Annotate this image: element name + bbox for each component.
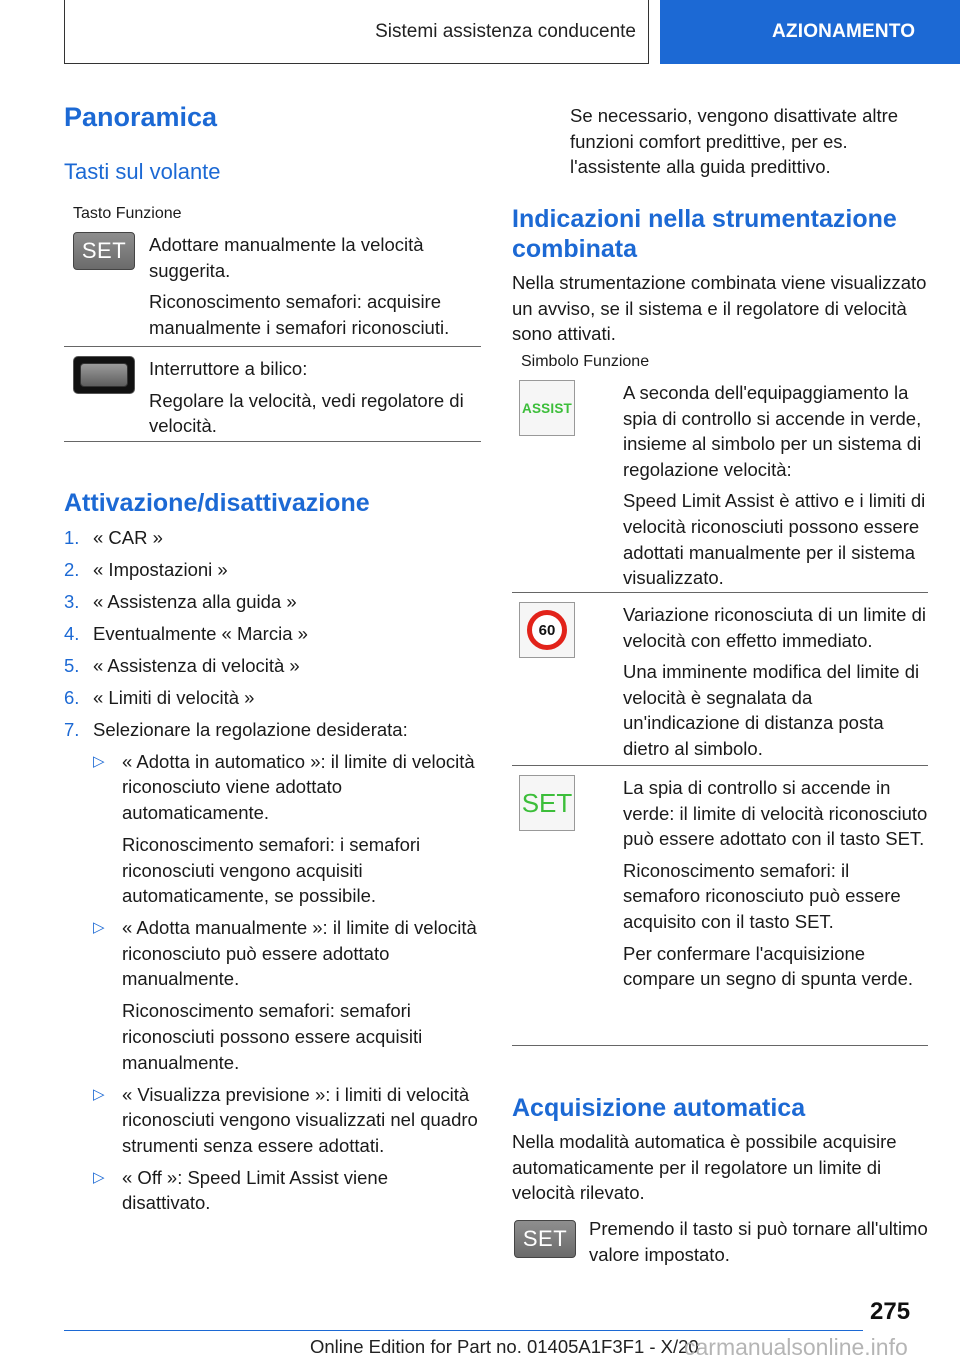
table-row: ASSIST A seconda dell'equipaggiamento la spia di controllo si accende in verde, insieme al simbolo per un sistema di regolazione velocità: Speed Limit Assist è attivo e i limiti di velocità riconosciuti possono essere adottati manualmente per il sistema visualizzato. bbox=[512, 371, 928, 593]
list-item: 2. « Impostazioni » bbox=[64, 558, 228, 580]
footer-edition: Online Edition for Part no. 01405A1F3F1 - X/20 bbox=[310, 1336, 699, 1357]
assist-icon: ASSIST bbox=[522, 400, 572, 416]
col-header-function: Funzione bbox=[115, 205, 182, 222]
row-text: Regolare la velocità, vedi regolatore di velocità. bbox=[149, 389, 464, 437]
table-row bbox=[64, 347, 481, 442]
col-header-function: Funzione bbox=[583, 353, 650, 370]
auto-text: Nella modalità automatica è possibile acquisire automaticamente per il regolatore un limite di velocità rilevato. bbox=[512, 1131, 897, 1204]
keys-table-header bbox=[64, 205, 481, 223]
col-header-key: Tasto bbox=[73, 205, 112, 222]
indicators-title: Indicazioni nella strumentazione combinata bbox=[512, 205, 897, 263]
set-key-icon: SET bbox=[514, 1220, 576, 1258]
auto-title: Acquisizione automatica bbox=[512, 1094, 806, 1122]
table-row: 60 Variazione riconosciuta di un limite di velocità con effetto immediato. Una imminente modifica del limite di velocità è segnalata da un'indicazione di distanza posta dietro al simbolo. bbox=[512, 593, 928, 766]
list-item: ▷ « Adotta manualmente »: il limite di velocità riconosciuto può essere adottato manualmente. Riconoscimento semafori: semafori riconosciuti possono essere acquisiti manualmente. bbox=[93, 915, 481, 1075]
row-text: Adottare manualmente la velocità suggerita. bbox=[149, 234, 424, 281]
triangle-bullet-icon: ▷ bbox=[93, 919, 105, 937]
running-header-section: Sistemi assistenza conducente bbox=[64, 0, 649, 64]
steps-list bbox=[64, 525, 481, 1222]
set-green-icon: SET bbox=[521, 787, 573, 818]
speed-limit-sign-icon: 60 bbox=[527, 610, 567, 650]
list-item: 1. « CAR » bbox=[64, 527, 163, 548]
list-item: 6. « Limiti di velocità » bbox=[64, 686, 255, 708]
list-item: ▷ « Adotta in automatico »: il limite di velocità riconosciuto viene adottato automaticamente. Riconoscimento semafori: i semafori riconosciuti vengono acquisiti automaticamente, se possibile. bbox=[93, 749, 481, 909]
row-text: Riconoscimento semafori: acquisire manualmente i semafori riconosciuti. bbox=[149, 291, 450, 338]
symbols-table bbox=[512, 353, 928, 1046]
footer-rule bbox=[64, 1330, 863, 1331]
list-item: 5. « Assistenza di velocità » bbox=[64, 654, 300, 676]
watermark: carmanualsonline.info bbox=[684, 1334, 908, 1360]
symbols-table-header bbox=[512, 353, 928, 371]
table-row: SET La spia di controllo si accende in verde: il limite di velocità riconosciuto può essere adottato con il tasto SET. Riconoscimento semafori: il semaforo riconosciuto può essere acquisito con il tasto SET. Per confermare l'acquisizione compare un segno di spunta verde. bbox=[512, 766, 928, 1046]
row-text: Interruttore a bilico: bbox=[149, 358, 308, 379]
triangle-bullet-icon: ▷ bbox=[93, 752, 105, 770]
page-title: Panoramica bbox=[64, 102, 218, 132]
keys-table bbox=[64, 205, 481, 442]
section-subtitle: Tasti sul volante bbox=[64, 159, 221, 184]
col-header-symbol: Simbolo bbox=[521, 353, 579, 370]
list-item: ▷ « Off »: Speed Limit Assist viene disattivato. bbox=[93, 1165, 481, 1216]
triangle-bullet-icon: ▷ bbox=[93, 1168, 105, 1186]
auto-key-desc: Premendo il tasto si può tornare all'ultimo valore impostato. bbox=[589, 1218, 928, 1265]
running-header-chapter: AZIONAMENTO bbox=[660, 0, 960, 64]
indicators-text: Nella strumentazione combinata viene visualizzato un avviso, se il sistema e il regolatore di velocità sono attivati. bbox=[512, 272, 927, 345]
list-item: ▷ « Visualizza previsione »: i limiti di velocità riconosciuti vengono visualizzati nel quadro strumenti senza essere adottati. bbox=[93, 1082, 481, 1159]
options-list bbox=[93, 749, 481, 1216]
set-key-icon: SET bbox=[73, 232, 135, 270]
table-row bbox=[64, 223, 481, 347]
page-number: 275 bbox=[870, 1298, 911, 1325]
triangle-bullet-icon: ▷ bbox=[93, 1085, 105, 1103]
list-item: 7. Selezionare la regolazione desiderata: bbox=[64, 718, 408, 740]
rocker-switch-icon bbox=[73, 356, 135, 394]
activation-title: Attivazione/disattivazione bbox=[64, 489, 370, 517]
intro-text: Se necessario, vengono disattivate altre funzioni comfort predittive, per es. l'assistente alla guida predittivo. bbox=[570, 105, 899, 178]
list-item: 4. Eventualmente « Marcia » bbox=[64, 622, 308, 644]
list-item: 3. « Assistenza alla guida » bbox=[64, 590, 297, 612]
